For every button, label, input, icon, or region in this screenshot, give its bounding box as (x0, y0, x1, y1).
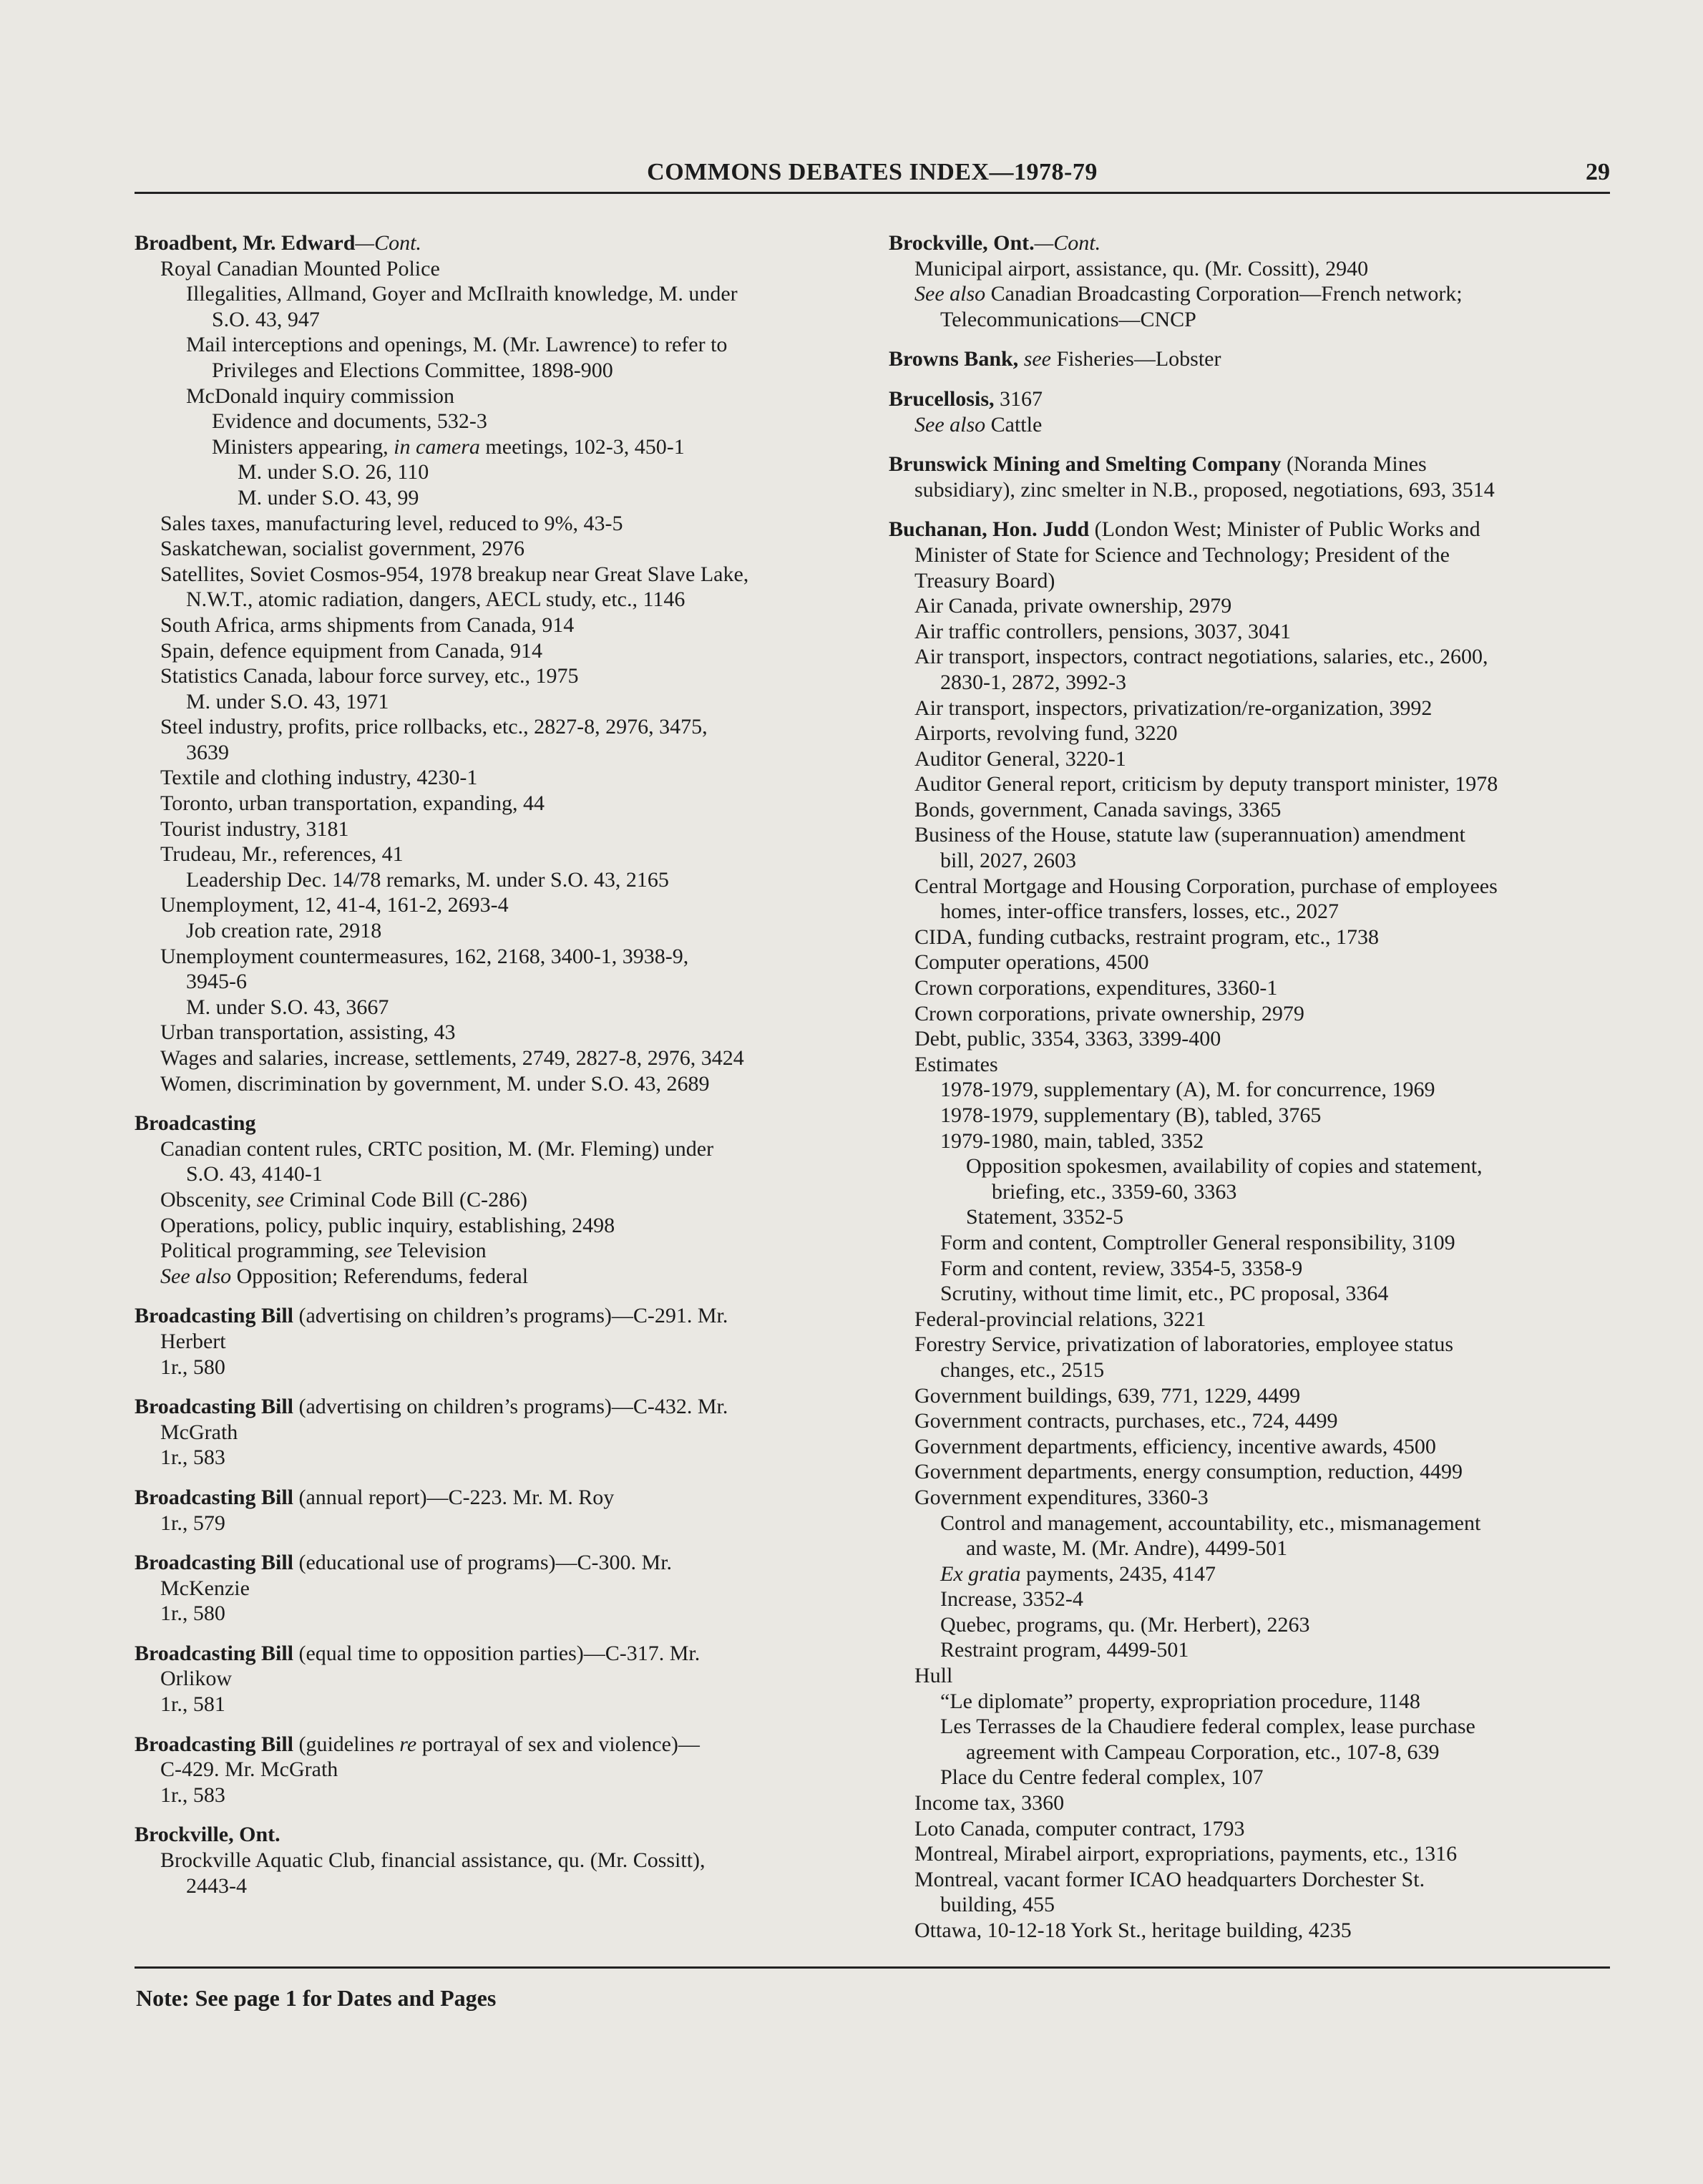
index-entry: Scrutiny, without time limit, etc., PC proposal, 3364 (940, 1282, 1389, 1306)
index-entry: South Africa, arms shipments from Canada, 914 (160, 613, 575, 637)
index-entry: McDonald inquiry commission (186, 384, 454, 408)
index-column-right (889, 230, 1611, 1944)
index-heading: Broadcasting Bill (equal time to opposition parties)—C-317. Mr. (135, 1641, 701, 1665)
index-heading: Broadcasting Bill (advertising on children’s programs)—C-291. Mr. (135, 1304, 728, 1328)
index-heading: Broadcasting Bill (educational use of programs)—C-300. Mr. (135, 1551, 673, 1575)
index-entry: Sales taxes, manufacturing level, reduced to 9%, 43-5 (160, 511, 623, 535)
index-heading: Brunswick Mining and Smelting Company (Noranda Mines (889, 452, 1427, 477)
index-entry: Crown corporations, private ownership, 2979 (914, 1001, 1304, 1025)
index-entry: Satellites, Soviet Cosmos-954, 1978 breakup near Great Slave Lake, (160, 562, 749, 586)
index-entry: Unemployment, 12, 41-4, 161-2, 2693-4 (160, 893, 509, 917)
index-entry: Illegalities, Allmand, Goyer and McIlraith knowledge, M. under (186, 282, 738, 306)
index-entry: Crown corporations, expenditures, 3360-1 (914, 976, 1278, 1000)
index-heading: Browns Bank, see Fisheries—Lobster (889, 347, 1221, 371)
index-entry: Steel industry, profits, price rollbacks, etc., 2827-8, 2976, 3475, (160, 715, 708, 739)
index-entry: Canadian content rules, CRTC position, M. (Mr. Fleming) under (160, 1136, 714, 1161)
index-heading: Buchanan, Hon. Judd (London West; Minister of Public Works and (889, 517, 1480, 542)
index-entry: Royal Canadian Mounted Police (160, 256, 440, 281)
index-entry: S.O. 43, 947 (212, 307, 320, 331)
index-entry: See also Opposition; Referendums, federal (160, 1264, 529, 1288)
index-entry: 1r., 581 (160, 1692, 225, 1717)
index-entry: Government departments, energy consumption, reduction, 4499 (914, 1460, 1463, 1484)
index-entry: Herbert (160, 1329, 226, 1353)
index-entry: 1978-1979, supplementary (A), M. for concurrence, 1969 (940, 1078, 1435, 1102)
index-entry: 1r., 579 (160, 1511, 225, 1535)
index-entry: Minister of State for Science and Technology; President of the (914, 542, 1450, 567)
index-entry: Job creation rate, 2918 (186, 919, 382, 943)
index-entry: building, 455 (940, 1893, 1055, 1917)
index-heading: Broadcasting Bill (annual report)—C-223. Mr. M. Roy (135, 1485, 615, 1509)
index-entry: Restraint program, 4499-501 (940, 1638, 1189, 1662)
index-entry: Increase, 3352-4 (940, 1587, 1083, 1612)
index-entry: Women, discrimination by government, M. under S.O. 43, 2689 (160, 1071, 710, 1096)
index-entry: Air transport, inspectors, privatization/re-organization, 3992 (914, 696, 1433, 720)
index-heading: Brockville, Ont.—Cont. (889, 231, 1101, 255)
index-entry: M. under S.O. 43, 99 (238, 485, 419, 510)
index-entry: Textile and clothing industry, 4230-1 (160, 766, 478, 790)
index-entry: changes, etc., 2515 (940, 1357, 1105, 1382)
index-entry: Airports, revolving fund, 3220 (914, 721, 1178, 746)
index-entry: Bonds, government, Canada savings, 3365 (914, 797, 1282, 822)
index-entry: Air Canada, private ownership, 2979 (914, 594, 1232, 618)
index-entry: Ministers appearing, in camera meetings, 102-3, 450-1 (212, 434, 685, 459)
index-entry: Ottawa, 10-12-18 York St., heritage building, 4235 (914, 1919, 1352, 1942)
index-entry: See also Cattle (914, 412, 1043, 437)
index-entry: Treasury Board) (914, 568, 1055, 593)
index-entry: Saskatchewan, socialist government, 2976 (160, 537, 525, 561)
index-entry: 1r., 580 (160, 1602, 225, 1626)
page-header (135, 159, 1610, 193)
index-entry: Government buildings, 639, 771, 1229, 4499 (914, 1383, 1301, 1408)
index-entry: Government expenditures, 3360-3 (914, 1485, 1209, 1509)
index-entry: 3639 (186, 740, 229, 764)
index-entry: Municipal airport, assistance, qu. (Mr. Cossitt), 2940 (914, 256, 1369, 281)
index-entry: S.O. 43, 4140-1 (186, 1162, 323, 1186)
index-entry: Central Mortgage and Housing Corporation, purchase of employees (914, 874, 1498, 898)
index-column-left (135, 230, 864, 1898)
index-entry: Les Terrasses de la Chaudiere federal complex, lease purchase (940, 1715, 1475, 1739)
index-entry: Montreal, Mirabel airport, expropriations, payments, etc., 1316 (914, 1842, 1458, 1866)
index-entry: Evidence and documents, 532-3 (212, 409, 487, 434)
page-number: 29 (1586, 159, 1610, 185)
index-entry: Form and content, Comptroller General responsibility, 3109 (940, 1230, 1455, 1254)
index-entry: Government contracts, purchases, etc., 724, 4499 (914, 1409, 1338, 1433)
index-entry: McGrath (160, 1420, 238, 1444)
index-entry: CIDA, funding cutbacks, restraint program, etc., 1738 (914, 925, 1379, 949)
index-entry: Montreal, vacant former ICAO headquarters Dorchester St. (914, 1867, 1425, 1891)
index-heading: Broadcasting Bill (guidelines re portrayal of sex and violence)— (135, 1732, 700, 1756)
index-entry: Business of the House, statute law (superannuation) amendment (914, 823, 1465, 847)
header-rule (135, 192, 1610, 194)
index-entry: Urban transportation, assisting, 43 (160, 1020, 456, 1045)
index-entry: 2443-4 (186, 1873, 247, 1898)
index-entry: Brockville Aquatic Club, financial assistance, qu. (Mr. Cossitt), (160, 1848, 706, 1873)
index-entry: and waste, M. (Mr. Andre), 4499-501 (966, 1536, 1288, 1561)
index-entry: 1978-1979, supplementary (B), tabled, 3765 (940, 1103, 1322, 1127)
footer-note: Note: See page 1 for Dates and Pages (136, 1985, 497, 2011)
index-entry: Quebec, programs, qu. (Mr. Herbert), 2263 (940, 1612, 1310, 1637)
index-entry: “Le diplomate” property, expropriation procedure, 1148 (940, 1689, 1420, 1713)
index-entry: 1r., 583 (160, 1446, 225, 1470)
index-entry: Income tax, 3360 (914, 1791, 1065, 1815)
index-entry: Leadership Dec. 14/78 remarks, M. under S.O. 43, 2165 (186, 867, 669, 892)
index-entry: Operations, policy, public inquiry, establishing, 2498 (160, 1213, 615, 1237)
index-entry: 1979-1980, main, tabled, 3352 (940, 1128, 1204, 1153)
index-entry: bill, 2027, 2603 (940, 849, 1077, 873)
index-entry: See also Canadian Broadcasting Corporation—French network; (914, 282, 1463, 306)
index-entry: C-429. Mr. McGrath (160, 1758, 338, 1782)
index-entry: Trudeau, Mr., references, 41 (160, 842, 404, 867)
index-entry: Orlikow (160, 1667, 232, 1691)
index-entry: Spain, defence equipment from Canada, 914 (160, 638, 542, 663)
index-entry: Toronto, urban transportation, expanding, 44 (160, 791, 545, 816)
index-entry: Form and content, review, 3354-5, 3358-9 (940, 1256, 1303, 1280)
index-entry: Obscenity, see Criminal Code Bill (C-286) (160, 1187, 527, 1212)
index-entry: Auditor General report, criticism by deputy transport minister, 1978 (914, 772, 1498, 796)
index-entry: Telecommunications—CNCP (940, 307, 1196, 331)
index-entry: Control and management, accountability, etc., mismanagement (940, 1511, 1481, 1535)
index-entry: Forestry Service, privatization of laboratories, employee status (914, 1332, 1454, 1357)
index-heading: Brucellosis, 3167 (889, 386, 1043, 411)
index-entry: Unemployment countermeasures, 162, 2168, 3400-1, 3938-9, (160, 944, 689, 968)
index-entry: Computer operations, 4500 (914, 950, 1149, 975)
index-entry: Wages and salaries, increase, settlements, 2749, 2827-8, 2976, 3424 (160, 1046, 744, 1070)
index-heading: Brockville, Ont. (135, 1823, 280, 1847)
index-entry: 1r., 583 (160, 1783, 225, 1807)
index-entry: Air traffic controllers, pensions, 3037, 3041 (914, 619, 1292, 643)
index-entry: Loto Canada, computer contract, 1793 (914, 1816, 1245, 1841)
index-entry: Statistics Canada, labour force survey, etc., 1975 (160, 664, 579, 688)
page-title: COMMONS DEBATES INDEX—1978-79 (647, 159, 1098, 185)
index-entry: briefing, etc., 3359-60, 3363 (992, 1179, 1237, 1204)
index-entry: 1r., 580 (160, 1355, 225, 1379)
index-entry: Opposition spokesmen, availability of copies and statement, (966, 1154, 1483, 1179)
index-heading: Broadcasting (135, 1111, 256, 1136)
index-heading: Broadcasting Bill (advertising on children’s programs)—C-432. Mr. (135, 1395, 728, 1419)
index-entry: M. under S.O. 26, 110 (238, 460, 429, 484)
index-entry: Political programming, see Television (160, 1239, 487, 1263)
index-entry: Federal-provincial relations, 3221 (914, 1307, 1206, 1331)
index-entry: N.W.T., atomic radiation, dangers, AECL study, etc., 1146 (186, 588, 685, 612)
index-entry: Privileges and Elections Committee, 1898-900 (212, 358, 613, 382)
index-entry: M. under S.O. 43, 3667 (186, 995, 389, 1019)
index-entry: agreement with Campeau Corporation, etc., 107-8, 639 (966, 1740, 1440, 1764)
index-entry: Statement, 3352-5 (966, 1205, 1123, 1229)
index-entry: Government departments, efficiency, incentive awards, 4500 (914, 1434, 1436, 1458)
index-entry: 2830-1, 2872, 3992-3 (940, 670, 1126, 694)
index-heading: Broadbent, Mr. Edward—Cont. (135, 231, 421, 255)
index-entry: Ex gratia payments, 2435, 4147 (940, 1561, 1216, 1586)
index-entry: Mail interceptions and openings, M. (Mr. Lawrence) to refer to (186, 333, 728, 357)
index-entry: Air transport, inspectors, contract negotiations, salaries, etc., 2600, (914, 645, 1488, 669)
index-entry: Place du Centre federal complex, 107 (940, 1765, 1264, 1790)
index-entry: 3945-6 (186, 970, 247, 994)
index-entry: Tourist industry, 3181 (160, 816, 349, 841)
index-entry: Debt, public, 3354, 3363, 3399-400 (914, 1027, 1221, 1051)
index-entry: M. under S.O. 43, 1971 (186, 689, 389, 713)
index-entry: Estimates (914, 1052, 998, 1076)
index-entry: subsidiary), zinc smelter in N.B., proposed, negotiations, 693, 3514 (914, 477, 1495, 502)
index-entry: Auditor General, 3220-1 (914, 746, 1126, 771)
index-entry: homes, inter-office transfers, losses, etc., 2027 (940, 900, 1340, 924)
footer-rule (135, 1966, 1610, 1969)
index-entry: McKenzie (160, 1576, 250, 1600)
index-entry: Hull (914, 1664, 953, 1688)
